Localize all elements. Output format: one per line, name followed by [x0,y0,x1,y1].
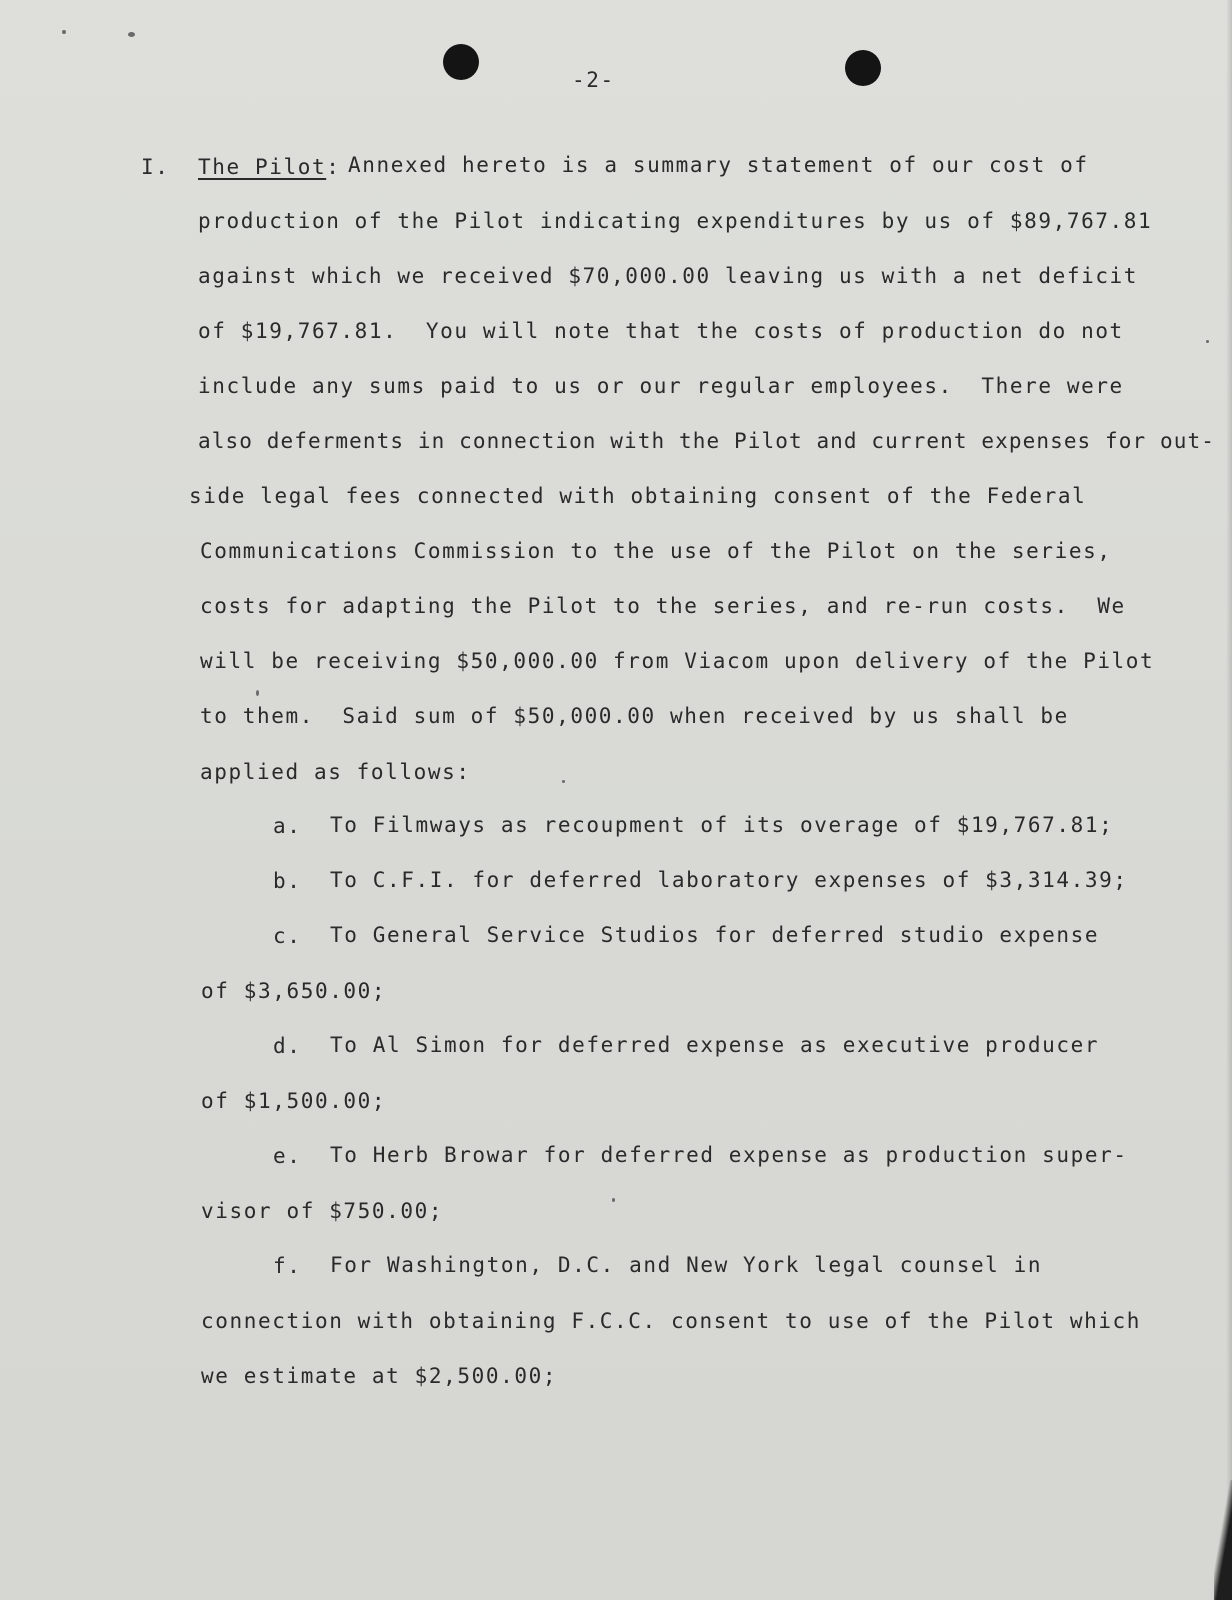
list-item-letter: d. [273,1034,302,1058]
paper-speck [1206,340,1209,343]
paragraph-line: of $19,767.81. You will note that the costs of production do not [198,319,1124,343]
section-heading [198,157,340,178]
list-item-letter: c. [273,924,302,948]
list-item-continuation: connection with obtaining F.C.C. consent to use of the Pilot which [201,1309,1142,1333]
list-item-text: To Al Simon for deferred expense as executive producer [330,1033,1100,1057]
list-item-text: For Washington, D.C. and New York legal counsel in [330,1253,1043,1277]
list-item-continuation: of $1,500.00; [201,1089,387,1113]
paragraph-line: also deferments in connection with the Pilot and current expenses for out- [198,429,1215,453]
page-edge-shadow [1226,0,1232,1600]
paragraph-line: against which we received $70,000.00 leaving us with a net deficit [198,264,1139,288]
list-item-letter: b. [273,869,302,893]
list-item-text: To Herb Browar for deferred expense as production super- [330,1143,1128,1167]
paper-speck [128,32,135,37]
paragraph-line: production of the Pilot indicating expenditures by us of $89,767.81 [198,209,1153,233]
paragraph-line: side legal fees connected with obtaining consent of the Federal [189,484,1087,508]
paragraph-line: include any sums paid to us or our regular employees. There were [198,374,1124,398]
paragraph-line: Annexed hereto is a summary statement of our cost of [348,153,1089,177]
list-item-letter: e. [273,1144,302,1168]
section-numeral: I. [141,155,170,179]
page-corner-shadow [1214,1480,1232,1600]
list-item-continuation: visor of $750.00; [201,1199,444,1223]
paragraph-line: to them. Said sum of $50,000.00 when received by us shall be [200,704,1069,728]
paragraph-line: costs for adapting the Pilot to the series, and re-run costs. We [200,594,1126,618]
list-item-letter: a. [273,814,302,838]
punch-hole-left [443,44,479,80]
paper-speck [612,1198,615,1202]
list-item-letter: f. [273,1254,302,1278]
list-item-text: To Filmways as recoupment of its overage of $19,767.81; [330,813,1114,837]
punch-hole-right [845,50,881,86]
list-item-text: To General Service Studios for deferred studio expense [330,923,1100,947]
list-item-continuation: we estimate at $2,500.00; [201,1364,558,1388]
paper-speck [62,30,66,34]
paragraph-line: applied as follows: [200,760,471,784]
list-item-continuation: of $3,650.00; [201,979,387,1003]
page-number: -2- [572,68,615,92]
paper-speck [562,780,565,783]
section-heading-colon: : [326,155,341,179]
paragraph-line: will be receiving $50,000.00 from Viacom upon delivery of the Pilot [200,649,1155,673]
list-item-text: To C.F.I. for deferred laboratory expenses of $3,314.39; [330,868,1128,892]
section-heading-text: The Pilot [198,155,327,179]
paragraph-line: Communications Commission to the use of the Pilot on the series, [200,539,1112,563]
paper-speck [256,690,259,696]
